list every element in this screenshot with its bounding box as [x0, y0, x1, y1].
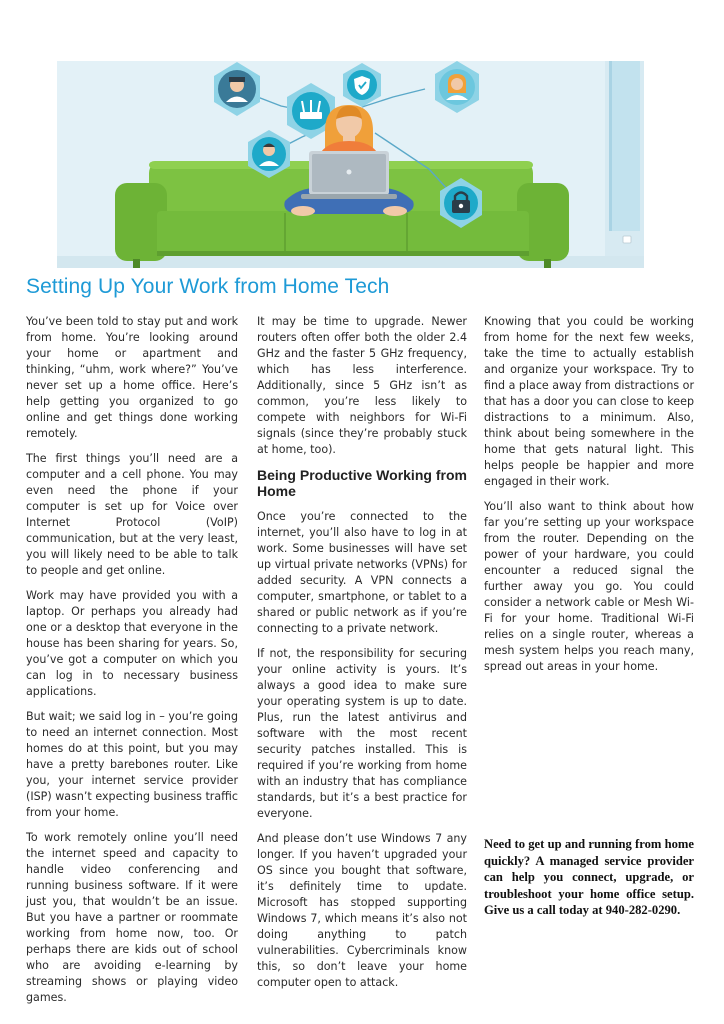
- paragraph: You’ve been told to stay put and work from home. You’re looking around your home or apartment and thinking, “uhm, work where?” You’ve never set up a home office. Here’s help getting you organized to go online and get things done working remotely.: [26, 315, 238, 440]
- column-1: [26, 314, 238, 1015]
- section-heading: Being Productive Working from Home: [257, 467, 467, 499]
- paragraph: Knowing that you could be working from home for the next few weeks, take the time to actually establish and organize your workspace. Try to find a place away from distractions or that has a door you can close to keep distractions to a minimum. Also, think about being somewhere in the home that gets natural light. This helps people be happier and more engaged in their work.: [484, 315, 695, 488]
- paragraph: But wait; we said log in – you’re going to need an internet connection. Most homes do at this point, but you may have a pretty barebones router. Like you, your internet service provider (ISP) wasn’t expecting business traffic from your home.: [26, 710, 238, 819]
- paragraph: And please don’t use Windows 7 any longer. If you haven’t upgraded your OS since you bought that software, it’s definitely time to update. Microsoft has stopped supporting Windows 7, which means it’s also not doing anything to patch vulnerabilities. Cybercriminals know this, so don’t leave your home computer open to attack.: [257, 832, 467, 989]
- paragraph: The first things you’ll need are a computer and a cell phone. You may even need the phone if your computer is set up for Voice over Internet Protocol (VoIP) communication, but at the very least, you will likely need to be able to talk to people and get online.: [26, 452, 238, 577]
- paragraph: It may be time to upgrade. Newer routers often offer both the older 2.4 GHz and the faster 5 GHz frequency, which has less interference. Additionally, since 5 GHz isn’t as common, you’re less likely to compete with neighbors for Wi-Fi signals (since they’re probably stuck at home, too).: [257, 315, 467, 456]
- paragraph: Once you’re connected to the internet, you’ll also have to log in at work. Some businesses will have set up virtual private networks (VPNs) for added security. A VPN connects a computer, smartphone, or tablet to a shared or public network as if you’re connecting to a private network.: [257, 510, 467, 635]
- call-to-action: Need to get up and running from home quickly? A managed service provider can help you connect, upgrade, or troubleshoot your home office setup. Give us a call today at 940-282-0290.: [484, 837, 694, 917]
- column-3: [484, 314, 694, 684]
- paragraph: To work remotely online you’ll need the internet speed and capacity to handle video conferencing and running business software. If it were just you, that wouldn’t be an issue. But you have a partner or roommate working from home now, too. Or perhaps there are kids out of school who are avoiding e-learning by streaming shows or playing video games.: [26, 831, 238, 1004]
- paragraph: Work may have provided you with a laptop. Or perhaps you already had one or a desktop that everyone in the house has been sharing for years. So, you’ve got a computer on which you can log in to necessary business applications.: [26, 589, 238, 698]
- column-2: [257, 314, 467, 1000]
- paragraph: You’ll also want to think about how far you’re setting up your workspace from the router. Depending on the power of your hardware, you could encounter a reduced signal the further away you go. You could consider a network cable or Mesh Wi-Fi for your home. Traditional Wi-Fi relies on a single router, whereas a mesh system helps you reach many, spread out areas in your home.: [484, 500, 694, 673]
- article-title: Setting Up Your Work from Home Tech: [26, 275, 390, 298]
- paragraph: If not, the responsibility for securing your online activity is yours. It’s always a good idea to make sure your operating system is up to date. Plus, run the latest antivirus and software with the most recent security patches installed. This is required if you’re working from home with an industry that has compliance standards, but it’s a best practice for everyone.: [257, 647, 467, 820]
- hero-illustration: [57, 61, 644, 268]
